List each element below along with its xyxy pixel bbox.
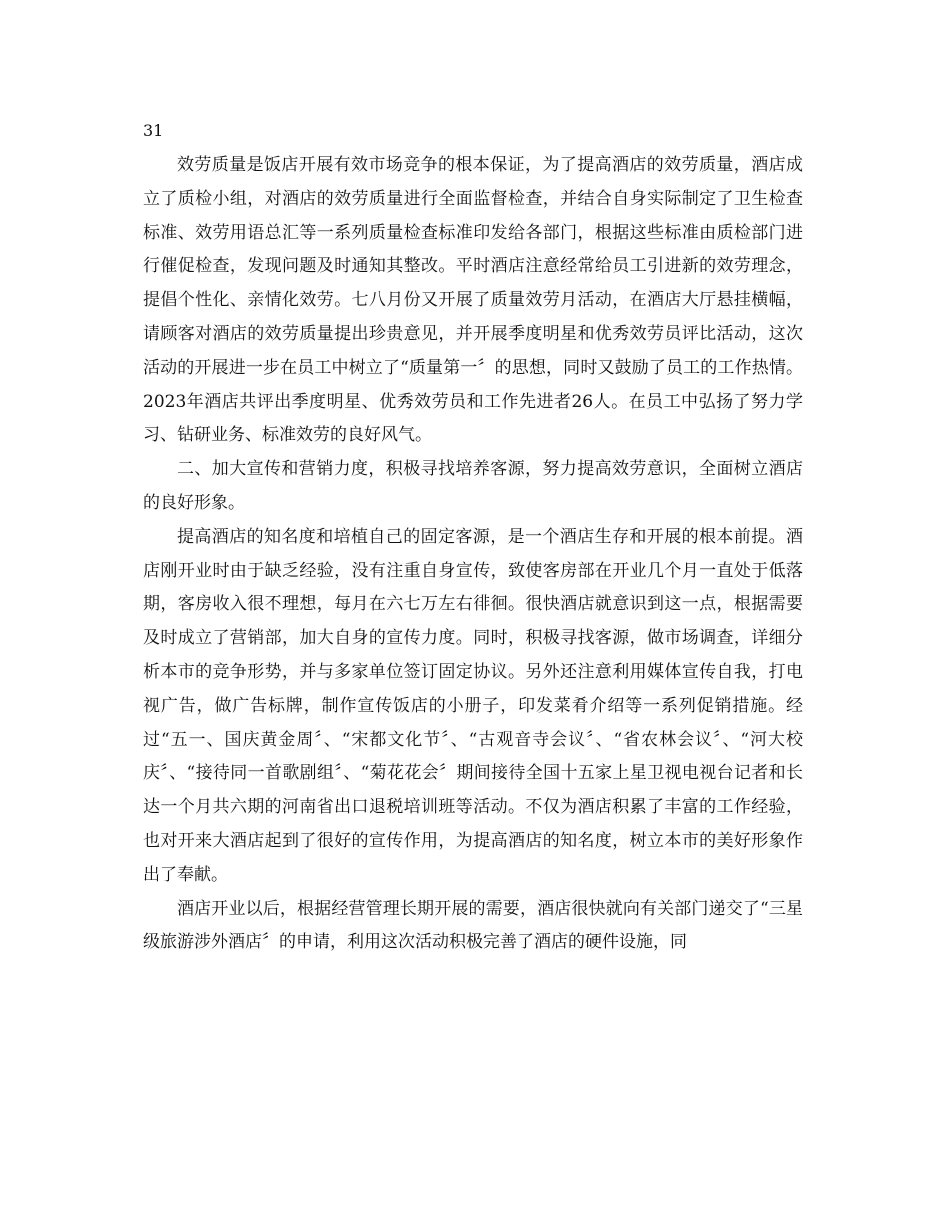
paragraph-star-rating: 酒店开业以后，根据经营管理长期开展的需要，酒店很快就向有关部门递交了“三星级旅游涉外酒店〞的申请，利用这次活动积极完善了酒店的硬件设施，同 <box>143 898 803 953</box>
paragraph-marketing: 提高酒店的知名度和培植自己的固定客源，是一个酒店生存和开展的根本前提。酒店刚开业时由于缺乏经验，没有注重自身宣传，致使客房部在开业几个月一直处于低落期，客房收入很不理想，每月在六七万左右徘徊。很快酒店就意识到这一点，根据需要及时成立了营销部，加大自身的宣传力度。同时，积极寻找客源，做市场调查，详细分析本市的竞争形势，并与多家单位签订固定协议。另外还注意利用媒体宣传自我，打电视广告，做广告标牌，制作宣传饭店的小册子，印发菜肴介绍等一系列促销措施。经过“五一、国庆黄金周〞、“宋都文化节〞、“古观音寺会议〞、“省农林会议〞、“河大校庆〞、“接待同一首歌剧组〞、“菊花花会〞期间接待全国十五家上星卫视电视台记者和长达一个月共六期的河南省出口退税培训班等活动。不仅为酒店积累了丰富的工作经验，也对开来大酒店起到了很好的宣传作用，为提高酒店的知名度，树立本市的美好形象作出了奉献。 <box>143 526 803 885</box>
paragraph-section-two-heading: 二、加大宣传和营销力度，积极寻找培养客源，努力提高效劳意识，全面树立酒店的良好形象。 <box>143 459 803 513</box>
document-body <box>143 149 803 960</box>
paragraph-service-quality: 效劳质量是饭店开展有效市场竞争的根本保证，为了提高酒店的效劳质量，酒店成立了质检小组，对酒店的效劳质量进行全面监督检查，并结合自身实际制定了卫生检查标准、效劳用语总汇等一系列质量检查标准印发给各部门，根据这些标准由质检部门进行催促检查，发现问题及时通知其整改。平时酒店注意经常给员工引进新的效劳理念，提倡个性化、亲情化效劳。七八月份又开展了质量效劳月活动，在酒店大厅悬挂横幅，请顾客对酒店的效劳质量提出珍贵意见，并开展季度明星和优秀效劳员评比活动，这次活动的开展进一步在员工中树立了“质量第一〞的思想，同时又鼓励了员工的工作热情。2023年酒店共评出季度明星、优秀效劳员和工作先进者26人。在员工中弘扬了努力学习、钻研业务、标准效劳的良好风气。 <box>143 155 803 446</box>
page-number: 31 <box>143 121 164 140</box>
